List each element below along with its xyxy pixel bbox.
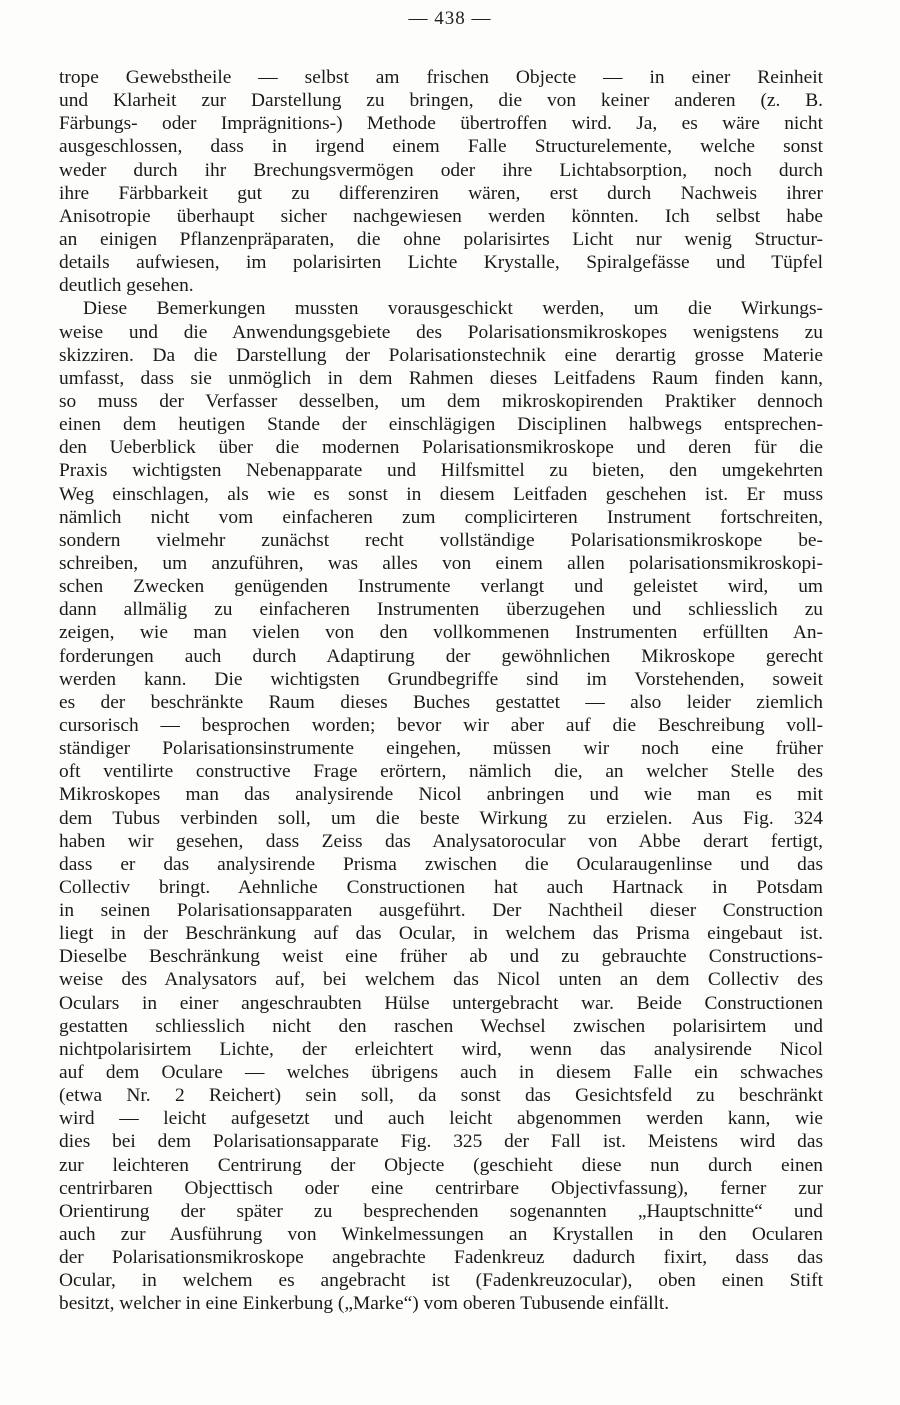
text-line: Anisotropie überhaupt sicher nachgewiesen werden könnten. Ich selbst habe xyxy=(59,205,823,227)
text-line: dem Tubus verbinden soll, um die beste Wirkung zu erzielen. Aus Fig. 324 xyxy=(59,807,823,829)
text-line: weder durch ihr Brechungsvermögen oder ihre Lichtabsorption, noch durch xyxy=(59,159,823,181)
text-line: der Polarisationsmikroskope angebrachte Fadenkreuz dadurch fixirt, dass das xyxy=(59,1247,823,1269)
text-line: trope Gewebstheile — selbst am frischen Objecte — in einer Reinheit xyxy=(59,67,823,88)
text-line: zeigen, wie man vielen von den vollkommenen Instrumenten erfüllten An- xyxy=(59,622,823,644)
text-line: auf dem Oculare — welches übrigens auch in diesem Falle ein schwaches xyxy=(59,1062,823,1084)
text-line: schreiben, um anzuführen, was alles von einem allen polarisationsmikroskopi- xyxy=(59,552,823,574)
text-line: den Ueberblick über die modernen Polarisationsmikroskope und deren für die xyxy=(59,437,823,459)
text-line: an einigen Pflanzenpräparaten, die ohne polarisirtes Licht nur wenig Structur- xyxy=(59,228,823,250)
text-line: besitzt, welcher in eine Einkerbung („Marke“) vom oberen Tubusende einfällt. xyxy=(59,1293,670,1315)
text-line: dies bei dem Polarisationsapparate Fig. 325 der Fall ist. Meistens wird das xyxy=(59,1131,823,1153)
text-line: es der beschränkte Raum dieses Buches gestattet — also leider ziemlich xyxy=(59,691,823,713)
paragraph xyxy=(59,66,823,297)
text-line: Oculars in einer angeschraubten Hülse untergebracht war. Beide Constructionen xyxy=(59,992,823,1014)
text-line: Orientirung der später zu besprechenden sogenannten „Hauptschnitte“ und xyxy=(59,1200,823,1222)
text-line: ihre Färbbarkeit gut zu differenziren wären, erst durch Nachweis ihrer xyxy=(59,182,823,204)
text-line: centrirbaren Objecttisch oder eine centrirbare Objectivfassung), ferner zur xyxy=(59,1177,823,1199)
text-line: werden kann. Die wichtigsten Grundbegriffe sind im Vorstehenden, soweit xyxy=(59,668,823,690)
text-line: oft ventilirte constructive Frage erörtern, nämlich die, an welcher Stelle des xyxy=(59,761,823,783)
text-line: wird — leicht aufgesetzt und auch leicht abgenommen werden kann, wie xyxy=(59,1108,823,1130)
text-line: schen Zwecken genügenden Instrumente verlangt und geleistet wird, um xyxy=(59,576,823,598)
text-line: liegt in der Beschränkung auf das Ocular, in welchem das Prisma eingebaut ist. xyxy=(59,923,823,945)
text-line: weise und die Anwendungsgebiete des Polarisationsmikroskopes wenigstens zu xyxy=(59,321,823,343)
text-line: zur leichteren Centrirung der Objecte (geschieht diese nun durch einen xyxy=(59,1154,823,1176)
text-line: so muss der Verfasser desselben, um dem mikroskopirenden Praktiker dennoch xyxy=(59,390,823,412)
text-line: Weg einschlagen, als wie es sonst in diesem Leitfaden geschehen ist. Er muss xyxy=(59,483,823,505)
text-line: nichtpolarisirtem Lichte, der erleichtert wird, wenn das analysirende Nicol xyxy=(59,1038,823,1060)
body-text xyxy=(59,66,823,1316)
text-line: Ocular, in welchem es angebracht ist (Fadenkreuzocular), oben einen Stift xyxy=(59,1270,823,1292)
text-line: Collectiv bringt. Aehnliche Constructionen hat auch Hartnack in Potsdam xyxy=(59,876,823,898)
text-line: forderungen auch durch Adaptirung der gewöhnlichen Mikroskope gerecht xyxy=(59,645,823,667)
text-line: und Klarheit zur Darstellung zu bringen, die von keiner anderen (z. B. xyxy=(59,90,823,112)
text-line: dann allmälig zu einfacheren Instrumenten überzugehen und schliesslich zu xyxy=(59,599,823,621)
text-line: gestatten schliesslich nicht den raschen Wechsel zwischen polarisirtem und xyxy=(59,1015,823,1037)
text-line: umfasst, dass sie unmöglich in dem Rahmen dieses Leitfadens Raum finden kann, xyxy=(59,367,823,389)
text-line: Diese Bemerkungen mussten vorausgeschickt werden, um die Wirkungs- xyxy=(83,298,823,320)
text-line: haben wir gesehen, dass Zeiss das Analysatorocular von Abbe derart fertigt, xyxy=(59,830,823,852)
text-line: skizziren. Da die Darstellung der Polarisationstechnik eine derartig grosse Materie xyxy=(59,344,823,366)
text-line: einen dem heutigen Stande der einschlägigen Disciplinen halbwegs entsprechen- xyxy=(59,414,823,436)
text-line: Färbungs- oder Imprägnitions-) Methode übertroffen wird. Ja, es wäre nicht xyxy=(59,113,823,135)
text-line: nämlich nicht vom einfacheren zum complicirteren Instrument fortschreiten, xyxy=(59,506,823,528)
text-line: (etwa Nr. 2 Reichert) sein soll, da sonst das Gesichtsfeld zu beschränkt xyxy=(59,1085,823,1107)
text-line: Praxis wichtigsten Nebenapparate und Hilfsmittel zu bieten, den umgekehrten xyxy=(59,460,823,482)
text-line: sondern vielmehr zunächst recht vollständige Polarisationsmikroskope be- xyxy=(59,529,823,551)
text-line: deutlich gesehen. xyxy=(59,275,194,297)
text-line: in seinen Polarisationsapparaten ausgeführt. Der Nachtheil dieser Construction xyxy=(59,900,823,922)
text-line: ausgeschlossen, dass in irgend einem Falle Structurelemente, welche sonst xyxy=(59,136,823,158)
text-line: weise des Analysators auf, bei welchem das Nicol unten an dem Collectiv des xyxy=(59,969,823,991)
text-line: cursorisch — besprochen worden; bevor wir aber auf die Beschreibung voll- xyxy=(59,714,823,736)
page-number: — 438 — xyxy=(408,8,492,29)
text-line: details aufwiesen, im polarisirten Lichte Krystalle, Spiralgefässe und Tüpfel xyxy=(59,252,823,274)
text-line: Mikroskopes man das analysirende Nicol anbringen und wie man es mit xyxy=(59,784,823,806)
text-line: Dieselbe Beschränkung weist eine früher ab und zu gebrauchte Constructions- xyxy=(59,946,823,968)
text-line: dass er das analysirende Prisma zwischen die Ocularaugenlinse und das xyxy=(59,853,823,875)
text-line: auch zur Ausführung von Winkelmessungen an Krystallen in den Ocularen xyxy=(59,1224,823,1246)
text-line: ständiger Polarisationsinstrumente eingehen, müssen wir noch eine früher xyxy=(59,738,823,760)
paragraph xyxy=(59,297,823,1315)
